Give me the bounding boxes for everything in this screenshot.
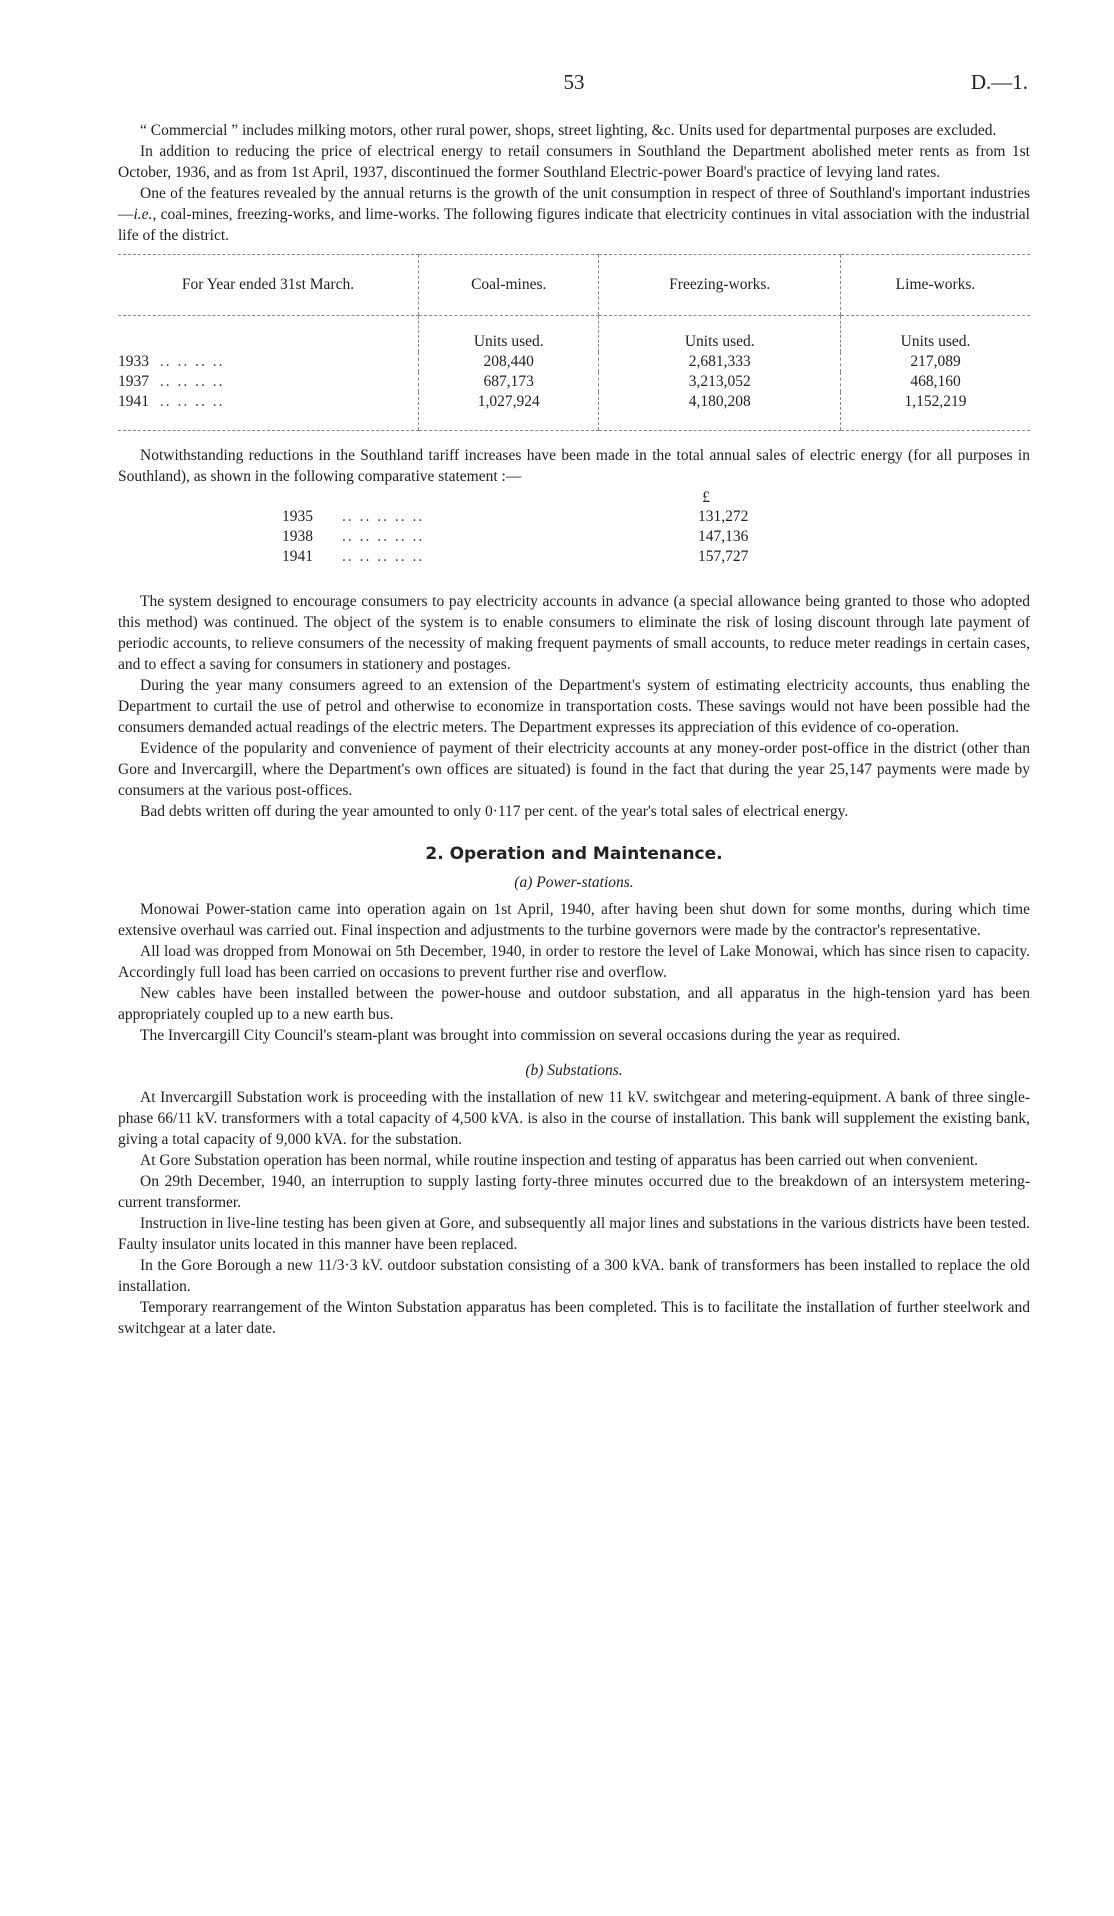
section-heading: 2. Operation and Maintenance. [425, 844, 723, 864]
paragraph-gore-borough: In the Gore Borough a new 11/3·3 kV. outdoor substation consisting of a 300 kVA. bank of transformers has been installed to replace the old installation. [118, 1257, 1030, 1295]
paragraph-features [118, 183, 1030, 246]
subheading-power-stations: (a) Power-stations. [514, 874, 634, 891]
header-lime: Lime-works. [841, 255, 1031, 316]
page-header [118, 0, 1030, 120]
units-row [118, 316, 1030, 353]
paragraph-post-office: Evidence of the popularity and convenience of payment of their electricity accounts at any money-order post-office in the district (other than Gore and Invercargill, where the Department's own offices are situated) is found in the fact that during the year 25,147 payments were made by consumers at the various post-offices. [118, 740, 1030, 799]
row-year: 1933 [118, 353, 149, 370]
units-lime: Units used. [841, 316, 1031, 353]
table-row: 1941 .. .. .. .. 1,027,924 4,180,208 1,152,219 [118, 392, 1030, 431]
paragraph-steam-plant: The Invercargill City Council's steam-plant was brought into commission on several occasions during the year as required. [140, 1027, 901, 1044]
paragraph-estimating: During the year many consumers agreed to an extension of the Department's system of estimating electricity accounts, thus enabling the Department to curtail the use of petrol and otherwise to economize in transportation costs. These savings would not have been possible had the consumers demanded actual readings of the electric meters. The Department expresses its appreciation of this evidence of co-operation. [118, 677, 1030, 736]
paragraph-sales-intro: Notwithstanding reductions in the Southland tariff increases have been made in the total annual sales of electric energy (for all purposes in Southland), as shown in the following comparative statement :— [118, 447, 1030, 485]
paragraph-commercial: “ Commercial ” includes milking motors, other rural power, shops, street lighting, &c. Units used for departmental purposes are excluded. [140, 122, 997, 139]
document-page [118, 0, 1030, 1339]
list-item: 1938 .. .. .. .. .. 147,136 [282, 527, 768, 547]
sales-amount: 147,136 [698, 528, 749, 545]
cell-lime: 468,160 [841, 372, 1031, 392]
sales-year: 1938 [282, 528, 313, 545]
paragraph-winton: Temporary rearrangement of the Winton Substation apparatus has been completed. This is to facilitate the installation of further steelwork and switchgear at a later date. [118, 1299, 1030, 1337]
cell-coal: 1,027,924 [419, 392, 599, 431]
cell-freezing: 3,213,052 [599, 372, 841, 392]
paragraph-load-dropped: All load was dropped from Monowai on 5th December, 1940, in order to restore the level of Lake Monowai, which has since risen to capacity. Accordingly full load has been carried on occasions to prevent further rise and overflow. [118, 943, 1030, 981]
sales-amount: 157,727 [698, 548, 749, 565]
row-year: 1941 [118, 393, 149, 410]
paragraph-advance-payment: The system designed to encourage consumers to pay electricity accounts in advance (a special allowance being granted to those who adopted this method) was continued. The object of the system is to enable consumers to eliminate the risk of losing discount through late payment of periodic accounts, to relieve consumers of the necessity of making frequent payments of small accounts, to reduce meter readings in certain cases, and to effect a saving for consumers in stationery and postages. [118, 593, 1030, 673]
paragraph-cables: New cables have been installed between the power-house and outdoor substation, and all apparatus in the high-tension yard has been appropriately coupled up to a new earth bus. [118, 985, 1030, 1023]
document-reference: D.—1. [970, 70, 1028, 94]
features-text-a: One of the features revealed by the annual returns is the growth of the unit consumption in respect of three of Southland's important industries— [118, 185, 1030, 223]
table-row: 1933 .. .. .. .. 208,440 2,681,333 217,089 [118, 352, 1030, 372]
table-header-row [118, 255, 1030, 316]
paragraph-interruption: On 29th December, 1940, an interruption to supply lasting forty-three minutes occurred due to the breakdown of an intersystem metering-current transformer. [118, 1173, 1030, 1211]
page-number: 53 [563, 70, 585, 94]
paragraph-meter-rents: In addition to reducing the price of electrical energy to retail consumers in Southland the Department abolished meter rents as from 1st October, 1936, and as from 1st April, 1937, discontinued the former Southland Electric-power Board's practice of levying land rates. [118, 143, 1030, 181]
cell-freezing: 2,681,333 [599, 352, 841, 372]
units-coal: Units used. [419, 316, 599, 353]
paragraph-bad-debts: Bad debts written off during the year amounted to only 0·117 per cent. of the year's total sales of electrical energy. [140, 803, 849, 820]
cell-coal: 687,173 [419, 372, 599, 392]
paragraph-invercargill: At Invercargill Substation work is proceeding with the installation of new 11 kV. switchgear and metering-equipment. A bank of three single-phase 66/11 kV. transformers with a total capacity of 4,500 kVA. is also in the course of installation. This bank will supplement the existing bank, giving a total capacity of 9,000 kVA. for the substation. [118, 1089, 1030, 1148]
cell-coal: 208,440 [419, 352, 599, 372]
list-item: 1941 .. .. .. .. .. 157,727 [282, 547, 768, 567]
features-ie: i.e. [133, 206, 153, 223]
industry-consumption-table [118, 254, 1030, 431]
currency-symbol: £ [702, 489, 710, 506]
header-coal: Coal-mines. [419, 255, 599, 316]
cell-freezing: 4,180,208 [599, 392, 841, 431]
paragraph-live-line: Instruction in live-line testing has been given at Gore, and subsequently all major lines and substations in the various districts have been tested. Faulty insulator units located in this manner have been replaced. [118, 1215, 1030, 1253]
sales-year: 1941 [282, 548, 313, 565]
features-text-b: , coal-mines, freezing-works, and lime-works. The following figures indicate that electricity continues in vital association with the industrial life of the district. [118, 206, 1030, 244]
cell-lime: 217,089 [841, 352, 1031, 372]
row-year: 1937 [118, 373, 149, 390]
table-row: 1937 .. .. .. .. 687,173 3,213,052 468,160 [118, 372, 1030, 392]
sales-amount: 131,272 [698, 508, 749, 525]
units-freezing: Units used. [599, 316, 841, 353]
cell-lime: 1,152,219 [841, 392, 1031, 431]
paragraph-monowai: Monowai Power-station came into operation again on 1st April, 1940, after having been shut down for some months, during which time extensive overhaul was carried out. Final inspection and adjustments to the turbine governors were made by the contractor's representative. [118, 901, 1030, 939]
header-freezing: Freezing-works. [599, 255, 841, 316]
subheading-substations: (b) Substations. [525, 1062, 623, 1079]
header-year: For Year ended 31st March. [118, 255, 419, 316]
sales-year: 1935 [282, 508, 313, 525]
list-item: 1935 .. .. .. .. .. 131,272 [282, 507, 768, 527]
sales-statement [282, 489, 768, 567]
paragraph-gore: At Gore Substation operation has been normal, while routine inspection and testing of apparatus has been carried out when convenient. [140, 1152, 979, 1169]
